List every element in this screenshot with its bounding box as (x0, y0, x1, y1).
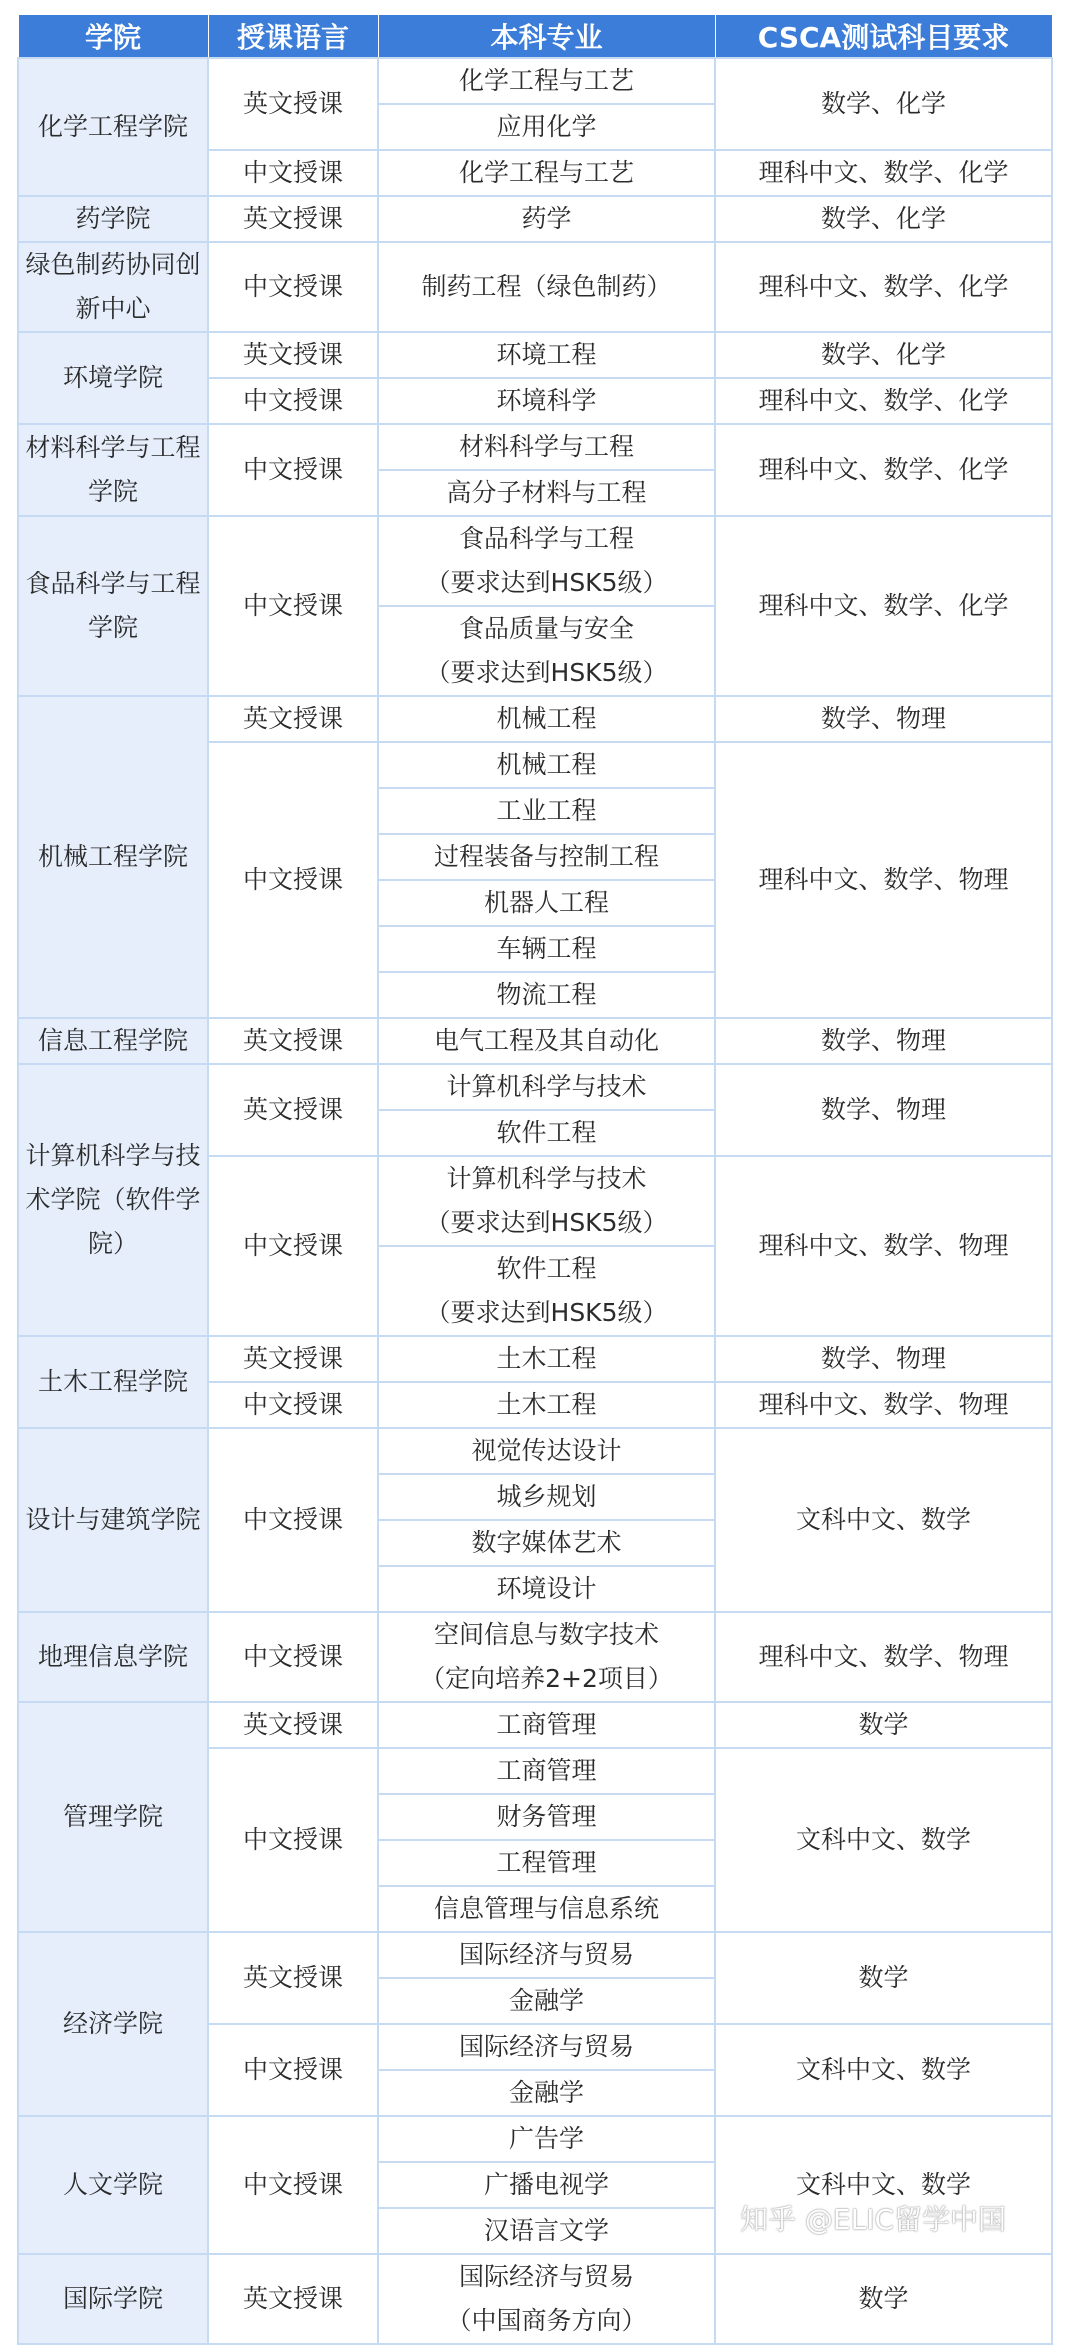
major-cell: 机械工程 (378, 742, 715, 788)
language-cell: 中文授课 (208, 1748, 378, 1932)
college-cell: 药学院 (18, 196, 208, 242)
language-cell: 英文授课 (208, 1702, 378, 1748)
requirement-cell: 数学、物理 (715, 1018, 1052, 1064)
language-cell: 英文授课 (208, 696, 378, 742)
table-row (18, 2254, 1052, 2299)
major-cell: 化学工程与工艺 (378, 150, 715, 196)
requirement-cell: 数学、物理 (715, 1336, 1052, 1382)
table-row (18, 1702, 1052, 1748)
language-cell: 英文授课 (208, 196, 378, 242)
major-cell: 食品科学与工程 (378, 516, 715, 561)
college-cell: 国际学院 (18, 2254, 208, 2344)
requirement-cell: 数学 (715, 2254, 1052, 2344)
college-cell: 地理信息学院 (18, 1612, 208, 1702)
header-college: 学院 (18, 15, 208, 59)
header-requirement: CSCA测试科目要求 (715, 15, 1052, 59)
college-cell: 计算机科学与技术学院（软件学院） (18, 1064, 208, 1336)
majors-table (17, 14, 1053, 2345)
language-cell: 英文授课 (208, 332, 378, 378)
major-cell: 广播电视学 (378, 2162, 715, 2208)
requirement-cell: 数学、化学 (715, 332, 1052, 378)
table-row (18, 332, 1052, 378)
language-cell: 中文授课 (208, 1612, 378, 1702)
header-language: 授课语言 (208, 15, 378, 59)
major-cell: 软件工程 (378, 1246, 715, 1291)
table-row (18, 1018, 1052, 1064)
requirement-cell: 理科中文、数学、物理 (715, 742, 1052, 1018)
table-row (18, 1932, 1052, 1978)
major-cell: （要求达到HSK5级） (378, 651, 715, 696)
major-cell: （定向培养2+2项目） (378, 1657, 715, 1702)
watermark: 知乎 @ELIC留学中国 (740, 2203, 1007, 2236)
requirement-cell: 数学 (715, 1932, 1052, 2024)
major-cell: 汉语言文学 (378, 2208, 715, 2254)
major-cell: 工商管理 (378, 1748, 715, 1794)
language-cell: 英文授课 (208, 1932, 378, 2024)
major-cell: 车辆工程 (378, 926, 715, 972)
college-cell: 绿色制药协同创新中心 (18, 242, 208, 332)
college-cell: 管理学院 (18, 1702, 208, 1932)
major-cell: 土木工程 (378, 1336, 715, 1382)
language-cell: 中文授课 (208, 1428, 378, 1612)
table-row (18, 696, 1052, 742)
language-cell: 中文授课 (208, 1382, 378, 1428)
major-cell: 过程装备与控制工程 (378, 834, 715, 880)
requirement-cell: 理科中文、数学、物理 (715, 1156, 1052, 1336)
major-cell: 制药工程（绿色制药） (378, 242, 715, 332)
language-cell: 英文授课 (208, 58, 378, 150)
major-cell: 环境设计 (378, 1566, 715, 1612)
language-cell: 英文授课 (208, 2254, 378, 2344)
language-cell: 中文授课 (208, 424, 378, 516)
requirement-cell: 理科中文、数学、化学 (715, 378, 1052, 424)
language-cell: 英文授课 (208, 1018, 378, 1064)
major-cell: 软件工程 (378, 1110, 715, 1156)
table-row (18, 424, 1052, 470)
language-cell: 中文授课 (208, 516, 378, 696)
major-cell: 金融学 (378, 2070, 715, 2116)
major-cell: 工商管理 (378, 1702, 715, 1748)
table-row (18, 1612, 1052, 1657)
requirement-cell: 理科中文、数学、物理 (715, 1612, 1052, 1702)
major-cell: 环境科学 (378, 378, 715, 424)
requirement-cell: 数学、化学 (715, 196, 1052, 242)
table-body (18, 58, 1052, 2344)
college-cell: 土木工程学院 (18, 1336, 208, 1428)
major-cell: 高分子材料与工程 (378, 470, 715, 516)
language-cell: 中文授课 (208, 742, 378, 1018)
table-row (18, 516, 1052, 561)
table-row (18, 196, 1052, 242)
major-cell: （要求达到HSK5级） (378, 1201, 715, 1246)
major-cell: 应用化学 (378, 104, 715, 150)
table-row (18, 1064, 1052, 1110)
college-cell: 机械工程学院 (18, 696, 208, 1018)
college-cell: 材料科学与工程学院 (18, 424, 208, 516)
requirement-cell: 文科中文、数学 (715, 1748, 1052, 1932)
major-cell: 材料科学与工程 (378, 424, 715, 470)
major-cell: 城乡规划 (378, 1474, 715, 1520)
major-cell: 化学工程与工艺 (378, 58, 715, 104)
table-row (18, 58, 1052, 104)
table-row (18, 2116, 1052, 2162)
major-cell: 计算机科学与技术 (378, 1156, 715, 1201)
requirement-cell: 数学、物理 (715, 696, 1052, 742)
requirement-cell: 理科中文、数学、物理 (715, 1382, 1052, 1428)
major-cell: 计算机科学与技术 (378, 1064, 715, 1110)
college-cell: 化学工程学院 (18, 58, 208, 196)
major-cell: 食品质量与安全 (378, 606, 715, 651)
language-cell: 中文授课 (208, 2024, 378, 2116)
requirement-cell: 理科中文、数学、化学 (715, 516, 1052, 696)
college-cell: 食品科学与工程学院 (18, 516, 208, 696)
major-cell: 国际经济与贸易 (378, 1932, 715, 1978)
table-row (18, 242, 1052, 332)
requirement-cell: 文科中文、数学 (715, 2116, 1052, 2254)
major-cell: 工业工程 (378, 788, 715, 834)
major-cell: 机械工程 (378, 696, 715, 742)
major-cell: （中国商务方向） (378, 2299, 715, 2344)
major-cell: 工程管理 (378, 1840, 715, 1886)
major-cell: 广告学 (378, 2116, 715, 2162)
requirement-cell: 文科中文、数学 (715, 2024, 1052, 2116)
major-cell: 国际经济与贸易 (378, 2024, 715, 2070)
major-cell: （要求达到HSK5级） (378, 1291, 715, 1336)
major-cell: 电气工程及其自动化 (378, 1018, 715, 1064)
major-cell: 土木工程 (378, 1382, 715, 1428)
language-cell: 中文授课 (208, 242, 378, 332)
table-row (18, 1428, 1052, 1474)
major-cell: 空间信息与数字技术 (378, 1612, 715, 1657)
language-cell: 中文授课 (208, 1156, 378, 1336)
major-cell: 物流工程 (378, 972, 715, 1018)
major-cell: 视觉传达设计 (378, 1428, 715, 1474)
college-cell: 经济学院 (18, 1932, 208, 2116)
requirement-cell: 数学、化学 (715, 58, 1052, 150)
language-cell: 中文授课 (208, 378, 378, 424)
requirement-cell: 数学、物理 (715, 1064, 1052, 1156)
requirement-cell: 文科中文、数学 (715, 1428, 1052, 1612)
major-cell: 国际经济与贸易 (378, 2254, 715, 2299)
table-row (18, 1336, 1052, 1382)
major-cell: 数字媒体艺术 (378, 1520, 715, 1566)
major-cell: 机器人工程 (378, 880, 715, 926)
college-cell: 信息工程学院 (18, 1018, 208, 1064)
college-cell: 环境学院 (18, 332, 208, 424)
major-cell: （要求达到HSK5级） (378, 561, 715, 606)
major-cell: 药学 (378, 196, 715, 242)
requirement-cell: 理科中文、数学、化学 (715, 424, 1052, 516)
requirement-cell: 理科中文、数学、化学 (715, 242, 1052, 332)
major-cell: 金融学 (378, 1978, 715, 2024)
college-cell: 设计与建筑学院 (18, 1428, 208, 1612)
requirement-cell: 数学 (715, 1702, 1052, 1748)
language-cell: 英文授课 (208, 1336, 378, 1382)
requirement-cell: 理科中文、数学、化学 (715, 150, 1052, 196)
language-cell: 英文授课 (208, 1064, 378, 1156)
major-cell: 信息管理与信息系统 (378, 1886, 715, 1932)
language-cell: 中文授课 (208, 150, 378, 196)
header-row (18, 15, 1052, 59)
language-cell: 中文授课 (208, 2116, 378, 2254)
major-cell: 环境工程 (378, 332, 715, 378)
college-cell: 人文学院 (18, 2116, 208, 2254)
major-cell: 财务管理 (378, 1794, 715, 1840)
header-major: 本科专业 (378, 15, 715, 59)
